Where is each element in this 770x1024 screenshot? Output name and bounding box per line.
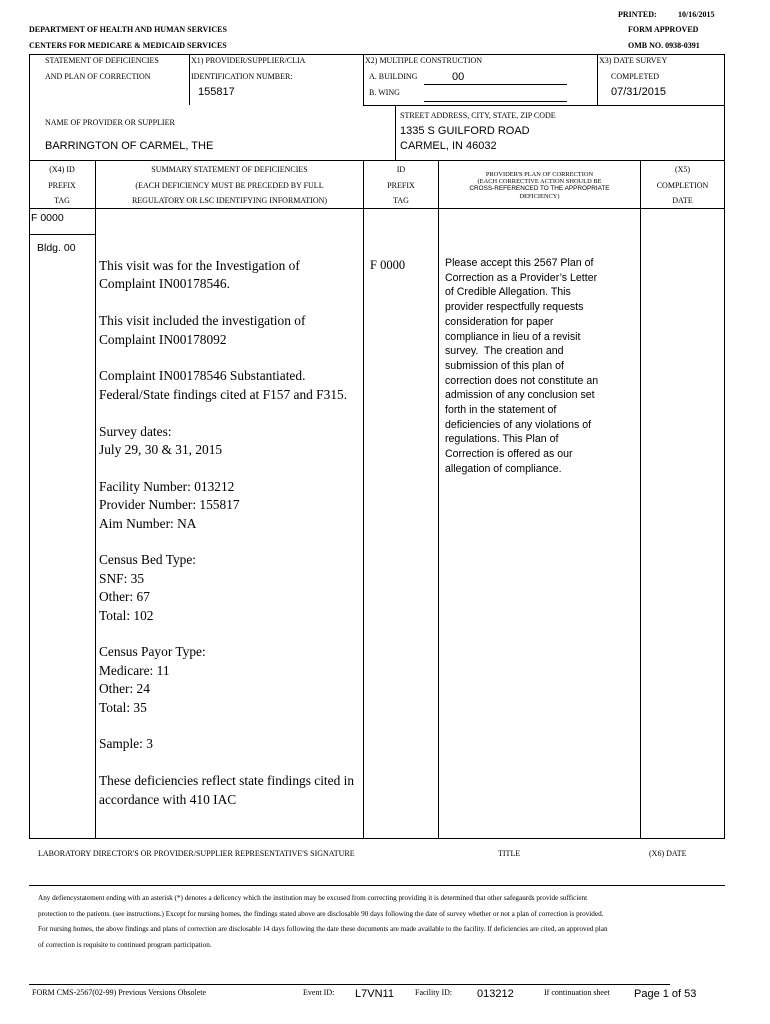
summary-paragraph: Complaint IN00178546 Substantiated. Federal/State findings cited at F157 and F315.: [99, 368, 348, 402]
x1-label-1: X1) PROVIDER/SUPPLIER/CLIA: [191, 56, 306, 65]
x1-label-2: IDENTIFICATION NUMBER:: [191, 72, 293, 81]
poc-line: consideration for paper: [445, 315, 554, 328]
facility-id-label: Facility ID:: [415, 988, 453, 997]
plan-of-correction: [445, 256, 598, 477]
signature-label: LABORATORY DIRECTOR'S OR PROVIDER/SUPPLIER REPRESENTATIVE'S SIGNATURE: [38, 849, 355, 858]
x5-header-2: COMPLETION: [656, 181, 709, 190]
building-label: A. BUILDING: [369, 72, 418, 81]
building-tag: Bldg. 00: [37, 242, 76, 254]
building-value: 00: [452, 71, 465, 83]
address-label: STREET ADDRESS, CITY, STATE, ZIP CODE: [400, 111, 556, 120]
summary-header-3: REGULATORY OR LSC IDENTIFYING INFORMATION): [131, 196, 328, 205]
summary-paragraph: Sample: 3: [99, 736, 153, 752]
printed-date: 10/16/2015: [678, 10, 715, 19]
summary-paragraph: This visit was for the Investigation of Complaint IN00178546.: [99, 258, 300, 292]
event-id-label: Event ID:: [303, 988, 335, 997]
page-number: Page 1 of 53: [634, 988, 697, 1000]
provider-name: BARRINGTON OF CARMEL, THE: [45, 140, 214, 152]
poc-line: submission of this plan of: [445, 359, 564, 372]
agency-centers: CENTERS FOR MEDICARE & MEDICAID SERVICES: [29, 41, 227, 50]
summary-paragraph: This visit included the investigation of Complaint IN00178092: [99, 313, 306, 347]
disclaimer-text: Any defiencystatement ending with an asterisk (*) denotes a deficency which the institution may be excused from correcting providing it is determined that other safegaurds provide sufficient protection to the patients. (see instructions.) Except for nursing homes, the findings stated above are disclosable 90 days following the date of survey whether or not a plan of correction is provided. For nursing homes, the above findings and plans of correction are disclosable 14 days following the date these documents are made available to the facility. If deficiencies are cited, an approved plan of correction is requisite to continued program participation.: [38, 894, 608, 949]
deficiency-tag-left: F 0000: [31, 212, 64, 224]
statement-label-2: AND PLAN OF CORRECTION: [45, 72, 151, 81]
survey-completed-date: 07/31/2015: [611, 86, 667, 98]
id-header-2: PREFIX: [387, 181, 415, 190]
statement-label-1: STATEMENT OF DEFICIENCIES: [45, 56, 159, 65]
form-number: FORM CMS-2567(02-99) Previous Versions Obsolete: [32, 988, 207, 997]
poc-header-3: CROSS-REFERENCED TO THE APPROPRIATE: [469, 185, 610, 193]
continuation-label: If continuation sheet: [544, 988, 610, 997]
summary-paragraph: These deficiencies reflect state findings cited in accordance with 410 IAC: [99, 773, 355, 807]
poc-line: Correction is offered as our: [445, 448, 573, 461]
poc-line: compliance in lieu of a revisit: [445, 330, 581, 343]
poc-line: survey. The creation and: [445, 345, 564, 358]
poc-line: deficiencies of any violations of: [445, 418, 592, 431]
poc-line: forth in the statement of: [445, 404, 557, 417]
poc-line: Correction as a Provider’s Letter: [445, 271, 598, 284]
event-id-value: L7VN11: [355, 988, 394, 1000]
omb-number: OMB NO. 0938-0391: [628, 41, 700, 50]
address-line-1: 1335 S GUILFORD ROAD: [400, 125, 530, 137]
facility-id-value: 013212: [477, 988, 514, 1000]
x4-header-1: (X4) ID: [49, 165, 75, 174]
x4-header-2: PREFIX: [48, 181, 76, 190]
poc-header: [439, 171, 640, 200]
id-header-3: TAG: [393, 196, 409, 205]
summary-header-1: SUMMARY STATEMENT OF DEFICIENCIES: [151, 165, 308, 174]
poc-line: allegation of compliance.: [445, 462, 562, 475]
summary-paragraph: Facility Number: 013212 Provider Number: 155817 Aim Number: NA: [99, 478, 240, 531]
signature-divider: [29, 885, 725, 886]
deficiency-tag-right: F 0000: [370, 258, 406, 272]
agency-department: DEPARTMENT OF HEALTH AND HUMAN SERVICES: [29, 25, 227, 34]
poc-header-2: (EACH CORRECTIVE ACTION SHOULD BE: [477, 178, 602, 186]
poc-line: of Credible Allegation. This: [445, 286, 571, 299]
x5-header-3: DATE: [672, 196, 693, 205]
summary-paragraph: Census Bed Type: SNF: 35 Other: 67 Total: 102: [99, 552, 197, 623]
footer-divider: [29, 984, 670, 985]
x1-provider-number: 155817: [198, 86, 235, 98]
poc-line: provider respectfully requests: [445, 301, 584, 314]
wing-label: B. WING: [369, 88, 400, 97]
address-line-2: CARMEL, IN 46032: [400, 140, 497, 152]
poc-line: regulations. This Plan of: [445, 433, 559, 446]
poc-header-1: PROVIDER'S PLAN OF CORRECTION: [485, 171, 594, 178]
summary-header-2: (EACH DEFICIENCY MUST BE PRECEDED BY FULL: [135, 181, 324, 190]
x2-label: X2) MULTIPLE CONSTRUCTION: [365, 56, 483, 65]
poc-header-4: DEFICIENCY): [519, 192, 560, 200]
poc-line: correction does not constitute an: [445, 374, 599, 387]
poc-line: admission of any conclusion set: [445, 389, 595, 402]
summary-paragraph: Census Payor Type: Medicare: 11 Other: 24 Total: 35: [99, 644, 206, 715]
x3-label-1: X3) DATE SURVEY: [599, 56, 668, 65]
printed-label: PRINTED:: [618, 10, 657, 19]
x4-header-3: TAG: [54, 196, 70, 205]
signature-date: (X6) DATE: [649, 849, 687, 858]
form-approved: FORM APPROVED: [628, 25, 699, 34]
signature-title: TITLE: [498, 849, 521, 858]
id-header-1: ID: [396, 165, 406, 174]
summary-paragraph: Survey dates: July 29, 30 & 31, 2015: [99, 423, 223, 458]
x5-header-1: (X5): [674, 165, 691, 174]
x3-label-2: COMPLETED: [611, 72, 659, 81]
summary-statement: [99, 257, 355, 827]
provider-name-label: NAME OF PROVIDER OR SUPPLIER: [45, 118, 175, 127]
poc-line: Please accept this 2567 Plan of: [445, 257, 594, 269]
